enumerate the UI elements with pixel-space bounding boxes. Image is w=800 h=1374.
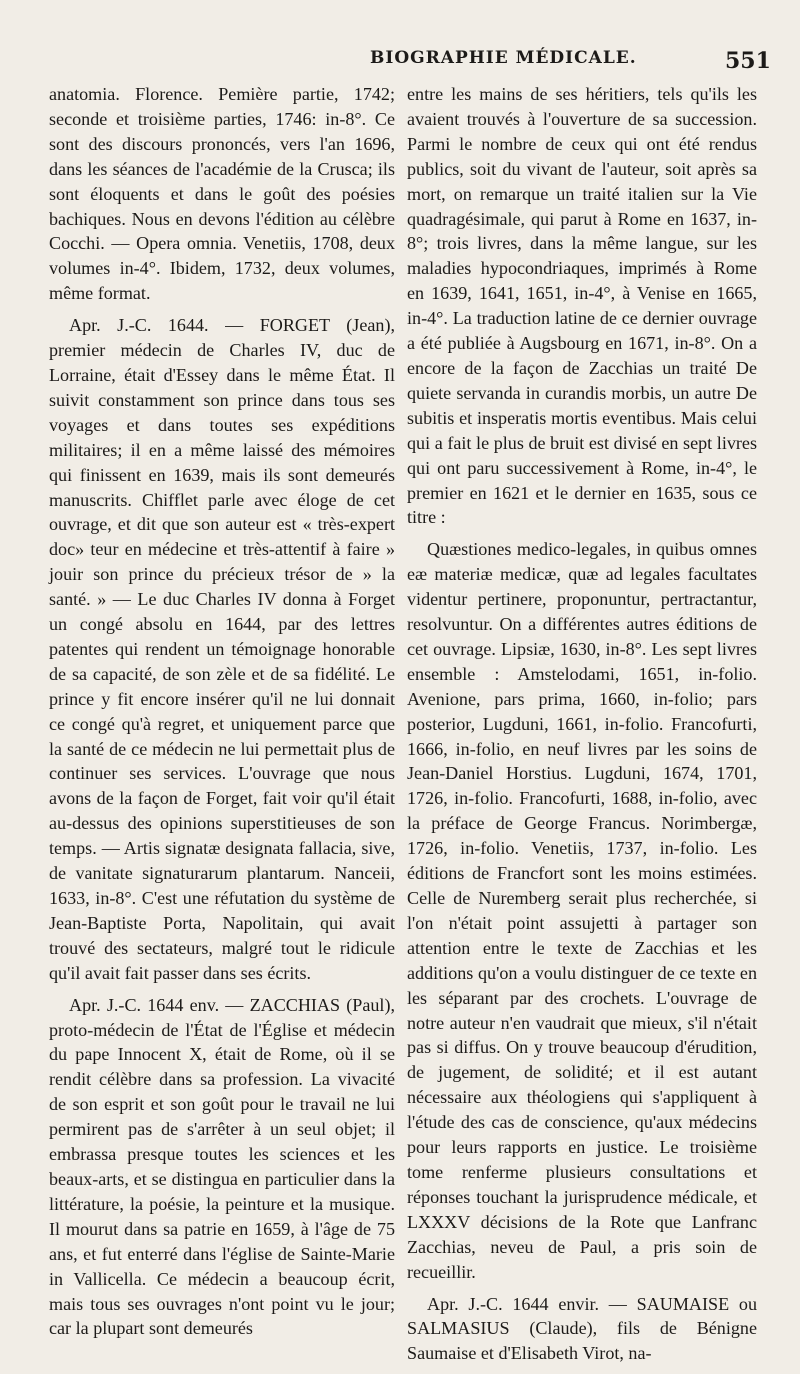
entry-saumaise: Apr. J.-C. 1644 envir. — SAUMAISE ou SALMASIUS (Claude), fils de Bénigne Saumaise et d'Elisabeth Virot, na- — [407, 1293, 757, 1364]
running-title: BIOGRAPHIE MÉDICALE. — [370, 48, 637, 68]
right-column — [407, 82, 757, 1366]
paragraph-quaestiones: Quæstiones medico-legales, in quibus omnes eæ materiæ medicæ, quæ ad legales facultates videntur pertinere, proponuntur, pertractantur, resolvuntur. On a différentes autres éditions de cet ouvrage. Lipsiæ, 1630, in-8°. Les sept livres ensemble : Amstelodami, 1651, in-folio. Avenione, pars prima, 1660, in-folio; pars posterior, Lugduni, 1661, in-folio. Francofurti, 1666, in-folio, en neuf livres par les soins de Jean-Daniel Horstius. Lugduni, 1674, 1701, 1726, in-folio. Francofurti, 1688, in-folio, avec la préface de George Francus. Norimbergæ, 1726, in-folio. Venetiis, 1737, in-folio. Les éditions de Francfort sont les moins estimées. Celle de Nuremberg serait plus recherchée, si l'on n'était point assujetti à partager son attention entre le texte de Zacchias et les additions qu'on a voulu distinguer de ce texte en les séparant par des crochets. L'ouvrage de notre auteur n'en vaudrait que mieux, s'il n'était pas si diffus. On y trouve beaucoup d'érudition, de jugement, de solidité; et il est autant nécessaire aux théologiens qui s'appliquent à l'étude des cas de conscience, qu'aux médecins pour leurs rapports en justice. Le troisième tome renferme plusieurs consultations et réponses touchant la jurisprudence médicale, et LXXXV décisions de la Rote que Lanfranc Zacchias, neveu de Paul, a pris soin de recueillir. — [407, 539, 757, 1282]
page-number: 551 — [725, 48, 771, 74]
entry-forget: Apr. J.-C. 1644. — FORGET (Jean), premier médecin de Charles IV, duc de Lorraine, était d'Essey dans le même État. Il suivit constamment son prince dans tous ses voyages et dans toutes ses expéditions militaires; il en a même laissé des mémoires qui finissent en 1639, mais ils sont demeurés manuscrits. Chifflet parle avec éloge de cet ouvrage, et dit que son auteur est « très-expert doc» teur en médecine et très-attentif à faire » jouir son prince du précieux trésor de » la santé. » — Le duc Charles IV donna à Forget un congé absolu en 1644, par des lettres patentes qui rendent un témoignage honorable de sa capacité, de son zèle et de sa fidélité. Le prince y fit encore insérer qu'il ne lui donnait ce congé qu'à regret, et uniquement parce que la santé de ce médecin ne lui permettait plus de continuer ses services. L'ouvrage que nous avons de la façon de Forget, fait voir qu'il était au-dessus des opinions superstitieuses de son temps. — Artis signatæ designata fallacia, sive, de vanitate signaturarum plantarum. Nanceii, 1633, in-8°. C'est une réfutation du système de Jean-Baptiste Porta, Napolitain, qui avait trouvé des sectateurs, malgré tout le ridicule qu'il avait fait passer dans ses écrits. — [49, 315, 395, 983]
paragraph-anatomia: anatomia. Florence. Pemière partie, 1742; seconde et troisième parties, 1746: in-8°. Ce sont des discours prononcés, vers l'an 1696, dans les séances de l'académie de la Crusca; ils sont éloquents et dans le goût des poésies bachiques. Nous en devons l'édition au célèbre Cocchi. — Opera omnia. Venetiis, 1708, deux volumes in-4°. Ibidem, 1732, deux volumes, même format. — [49, 84, 395, 304]
paragraph-zacchias-works: entre les mains de ses héritiers, tels qu'ils les avaient trouvés à l'ouverture de sa succession. Parmi le nombre de ceux qui ont été rendus publics, soit du vivant de l'auteur, soit après sa mort, on remarque un traité italien sur la Vie quadragésimale, qui parut à Rome en 1637, in-8°; trois livres, dans la même langue, sur les maladies hypocondriaques, imprimés à Rome en 1639, 1641, 1651, in-4°, à Venise en 1665, in-4°. La traduction latine de ce dernier ouvrage a été publiée à Augsbourg en 1671, in-8°. On a encore de la façon de Zacchias un traité De quiete servanda in curandis morbis, un autre De subitis et insperatis mortis eventibus. Mais celui qui a fait le plus de bruit est divisé en sept livres qui ont paru successivement à Rome, in-4°, le premier en 1621 et le dernier en 1635, sous ce titre : — [407, 84, 757, 528]
page-header — [0, 18, 800, 74]
entry-zacchias: Apr. J.-C. 1644 env. — ZACCHIAS (Paul), proto-médecin de l'État de l'Église et médecin du pape Innocent X, était de Rome, où il se rendit célèbre dans sa profession. La vivacité de son esprit et son goût pour le travail ne lui permirent pas de s'arrêter à un seul objet; il embrassa presque toutes les sciences et les beaux-arts, et se distingua en particulier dans la littérature, la poésie, la peinture et la musique. Il mourut dans sa patrie en 1659, à l'âge de 75 ans, et fut enterré dans l'église de Sainte-Marie in Vallicella. Ce médecin a beaucoup écrit, mais tous ses ouvrages n'ont point vu le jour; car la plupart sont demeurés — [49, 994, 395, 1339]
left-column — [49, 82, 395, 1341]
